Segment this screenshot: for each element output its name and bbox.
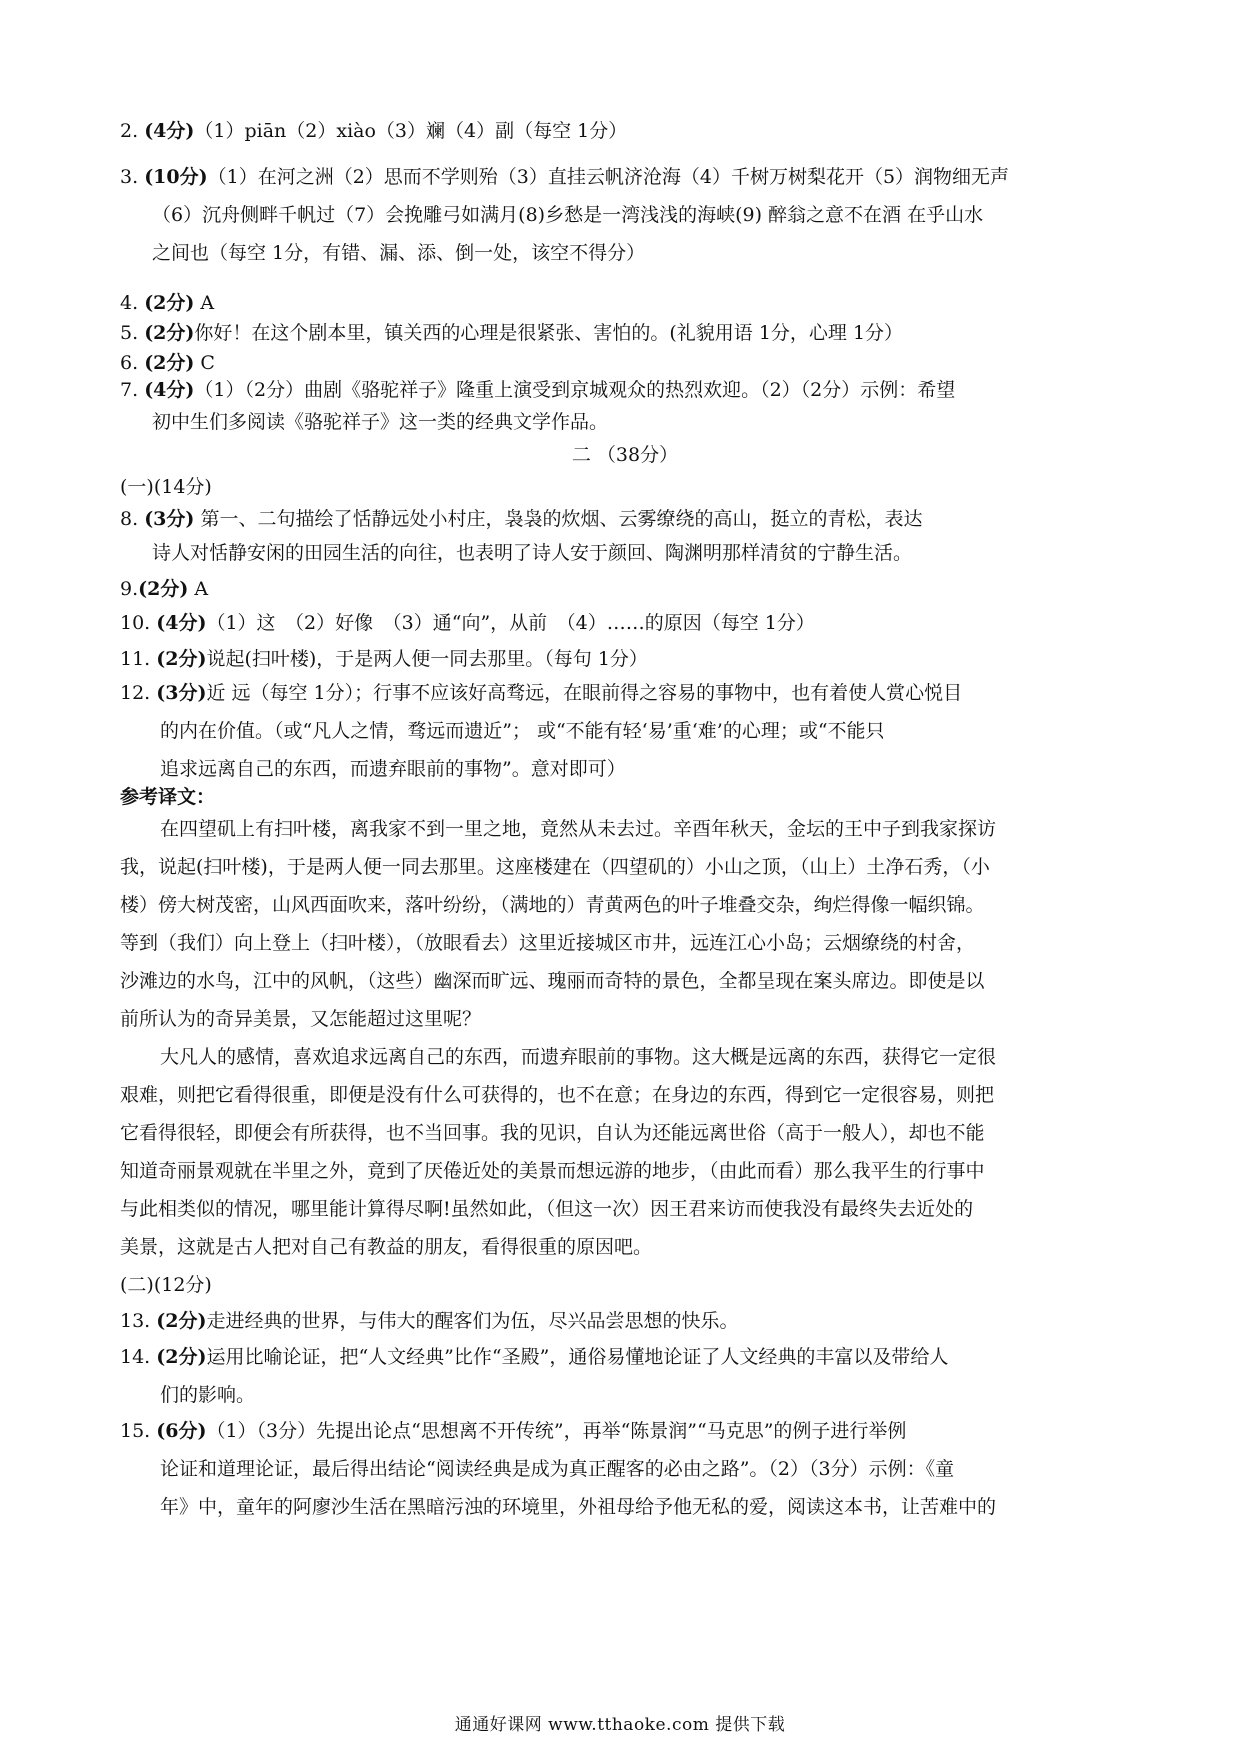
translation-line: 楼）傍大树茂密，山风西面吹来，落叶纷纷，（满地的）青黄两色的叶子堆叠交杂，绚烂得像一幅织锦。 (120, 894, 985, 916)
answer-line: 之间也（每空 1分，有错、漏、添、倒一处，该空不得分） (152, 242, 646, 264)
answer-line: 的内在价值。（或“凡人之情，骛远而遗近”； 或“不能有轻‘易’重‘难’的心理；或“不能只 (160, 720, 885, 742)
question-number: 15. (120, 1420, 151, 1442)
answer-line: 第一、二句描绘了恬静远处小村庄，袅袅的炊烟、云雾缭绕的高山，挺立的青松，表达 (200, 508, 923, 530)
translation-line: 艰难，则把它看得很重，即便是没有什么可获得的，也不在意；在身边的东西，得到它一定很容易，则把 (120, 1084, 995, 1106)
answer-text: A (188, 578, 209, 600)
score: (4分) (144, 120, 195, 142)
answer-q3 (120, 158, 1130, 272)
translation-title-text: 参考译文： (120, 786, 216, 808)
translation-paragraph-2 (120, 1038, 1130, 1266)
answer-line: 追求远离自己的东西，而遗弃眼前的事物”。意对即可） (160, 758, 626, 780)
answer-line: （1）（2分）曲剧《骆驼祥子》隆重上演受到京城观众的热烈欢迎。（2）（2分）示例：希望 (194, 379, 956, 401)
question-number: 7. (120, 379, 139, 401)
answer-text: C (194, 352, 215, 374)
score: (2分) (144, 352, 195, 374)
question-number: 11. (120, 648, 151, 670)
answer-text: A (194, 292, 215, 314)
section-title: 二 （38分） (571, 444, 679, 466)
translation-line: 我，说起(扫叶楼)，于是两人便一同去那里。这座楼建在（四望矶的）小山之顶，（山上）土净石秀，（小 (120, 856, 990, 878)
translation-line: 前所认为的奇异美景，又怎能超过这里呢？ (120, 1008, 482, 1030)
question-number: 4. (120, 292, 139, 314)
score: (3分) (144, 508, 195, 530)
answer-text: （1）这 （2）好像 （3）通“向”，从前 （4）……的原因（每空 1分） (206, 612, 815, 634)
score: (2分) (138, 578, 189, 600)
question-number: 8. (120, 508, 139, 530)
question-number: 2. (120, 120, 139, 142)
score: (10分) (144, 166, 208, 188)
answer-q11 (120, 640, 1130, 678)
answer-line: （1）在河之洲（2）思而不学则殆（3）直挂云帆济沧海（4）千树万树梨花开（5）润物细无声 (207, 166, 1010, 188)
question-number: 5. (120, 322, 139, 344)
answer-q8 (120, 502, 1130, 570)
answer-line: 近 远（每空 1分）；行事不应该好高骛远，在眼前得之容易的事物中，也有着使人赏心悦目 (206, 682, 963, 704)
translation-line: 知道奇丽景观就在半里之外，竟到了厌倦近处的美景而想远游的地步，（由此而看）那么我平生的行事中 (120, 1160, 985, 1182)
translation-paragraph-1 (120, 810, 1130, 1038)
answer-q13 (120, 1302, 1130, 1340)
answer-text: 你好！在这个剧本里，镇关西的心理是很紧张、害怕的。(礼貌用语 1分，心理 1分） (194, 322, 904, 344)
score: (4分) (144, 379, 195, 401)
answer-line: 初中生们多阅读《骆驼祥子》这一类的经典文学作品。 (152, 411, 609, 433)
answer-line: 论证和道理论证，最后得出结论“阅读经典是成为真正醒客的必由之路”。（2）（3分）示例：《童 (160, 1458, 955, 1480)
translation-line: 美景，这就是古人把对自己有教益的朋友，看得很重的原因吧。 (120, 1236, 653, 1258)
answer-q7 (120, 374, 1130, 438)
translation-line: 与此相类似的情况，哪里能计算得尽啊!虽然如此，（但这一次）因王君来访而使我没有最终失去近处的 (120, 1198, 974, 1220)
translation-line: 沙滩边的水鸟，江中的风帆，（这些）幽深而旷远、瑰丽而奇特的景色，全都呈现在案头席边。即使是以 (120, 970, 985, 992)
answer-q10 (120, 604, 1130, 642)
part-title: (一)(14分) (120, 476, 212, 498)
translation-line: 在四望矶上有扫叶楼，离我家不到一里之地，竟然从未去过。辛酉年秋天，金坛的王中子到我家探访 (160, 818, 997, 840)
question-number: 14. (120, 1346, 151, 1368)
score: (2分) (144, 292, 195, 314)
question-number: 10. (120, 612, 151, 634)
answer-q15 (120, 1412, 1130, 1526)
answer-line: 年》中，童年的阿廖沙生活在黑暗污浊的环境里，外祖母给予他无私的爱，阅读这本书，让苦难中的 (160, 1496, 997, 1518)
question-number: 9. (120, 578, 139, 600)
question-number: 12. (120, 682, 151, 704)
answer-q9 (120, 570, 1130, 608)
answer-line: 诗人对恬静安闲的田园生活的向往，也表明了诗人安于颜回、陶渊明那样清贫的宁静生活。 (152, 542, 913, 564)
answer-text: 走进经典的世界，与伟大的醒客们为伍，尽兴品尝思想的快乐。 (206, 1310, 739, 1332)
answer-q2 (120, 112, 1130, 150)
answer-q12 (120, 674, 1130, 788)
answer-text: 说起(扫叶楼)，于是两人便一同去那里。（每句 1分） (206, 648, 648, 670)
answer-line: （6）沉舟侧畔千帆过（7）会挽雕弓如满月(8)乡愁是一湾浅浅的海峡(9) 醉翁之意不在酒 在乎山水 (152, 204, 984, 226)
page-footer: 通通好课网 www.tthaoke.com 提供下载 (454, 1715, 786, 1735)
score: (2分) (156, 648, 207, 670)
answer-q14 (120, 1338, 1130, 1414)
part-title: (二)(12分) (120, 1274, 212, 1296)
score: (4分) (156, 612, 207, 634)
answer-line: 运用比喻论证，把“人文经典”比作“圣殿”，通俗易懂地论证了人文经典的丰富以及带给人 (206, 1346, 949, 1368)
question-number: 13. (120, 1310, 151, 1332)
translation-line: 大凡人的感情，喜欢追求远离自己的东西，而遗弃眼前的事物。这大概是远离的东西，获得它一定很 (160, 1046, 997, 1068)
question-number: 3. (120, 166, 139, 188)
score: (2分) (144, 322, 195, 344)
translation-line: 它看得很轻，即便会有所获得，也不当回事。我的见识，自认为还能远离世俗（高于一般人），却也不能 (120, 1122, 985, 1144)
translation-line: 等到（我们）向上登上（扫叶楼），（放眼看去）这里近接城区市井，远连江心小岛；云烟缭绕的村舍， (120, 932, 976, 954)
answer-line: 们的影响。 (160, 1384, 256, 1406)
score: (3分) (156, 682, 207, 704)
answer-text: （1）piān（2）xiào（3）斓（4）副（每空 1分） (194, 120, 628, 142)
score: (6分) (156, 1420, 207, 1442)
answer-line: （1）（3分）先提出论点“思想离不开传统”，再举“陈景润”“马克思”的例子进行举例 (206, 1420, 907, 1442)
score: (2分) (156, 1346, 207, 1368)
question-number: 6. (120, 352, 139, 374)
score: (2分) (156, 1310, 207, 1332)
